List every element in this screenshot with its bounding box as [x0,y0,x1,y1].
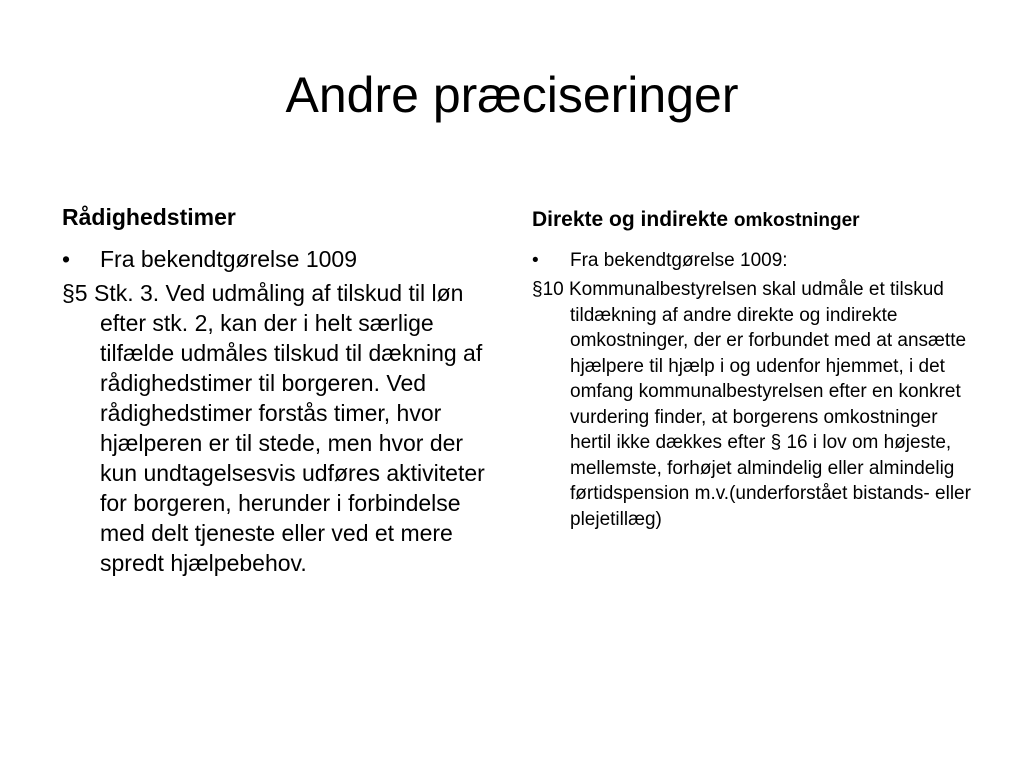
right-heading-main: Direkte og indirekte [532,208,729,231]
right-heading-small: omkostninger [733,210,860,231]
right-bullet-item [532,248,972,273]
bullet-icon: • [62,246,71,272]
right-paragraph: §10 Kommunalbestyrelsen skal udmåle et tilskud tildækning af andre direkte og indirekte omkostninger, der er forbundet med at ansætte hjælpere til hjælp i og udenfor hjemmet, i det omfang kommunalbestyrelsen efter en konkret vurdering finder, at borgerens omkostninger hertil ikke dækkes efter § 16 i lov om højeste, mellemste, forhøjet almindelig eller almindelig førtidspension m.v.(underforstået bistands- eller plejetillæg) [532,279,971,530]
left-bullet-item [62,244,494,274]
right-column [532,205,972,532]
left-column [62,202,494,578]
left-paragraph: §5 Stk. 3. Ved udmåling af tilskud til løn efter stk. 2, kan der i helt særlige tilfælde udmåles tilskud til dækning af rådighedstimer til borgeren. Ved rådighedstimer forstås timer, hvor hjælperen er til stede, men hvor der kun undtagelsesvis udføres aktiviteter for borgeren, herunder i forbindelse med delt tjeneste eller ved et mere spredt hjælpebehov. [62,280,485,576]
right-column-heading [532,205,972,236]
left-column-heading: Rådighedstimer [62,204,236,230]
left-bullet-text: Fra bekendtgørelse 1009 [100,246,357,272]
slide-title: Andre præciseringer [285,67,739,123]
bullet-icon: • [532,250,539,271]
right-bullet-text: Fra bekendtgørelse 1009: [570,250,788,271]
